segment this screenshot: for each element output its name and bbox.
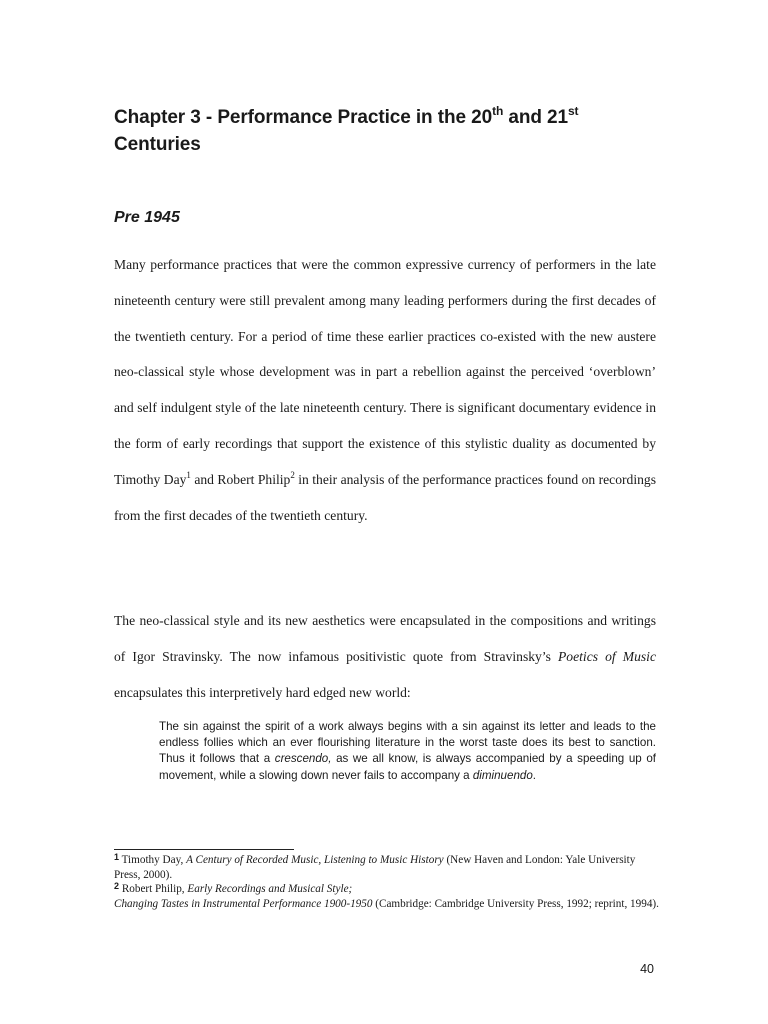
section-heading: Pre 1945: [114, 209, 180, 226]
body-paragraph-2: [114, 603, 656, 710]
footnote-ref-2[interactable]: 2: [290, 469, 295, 480]
quote-text-c: .: [532, 768, 537, 782]
quote-term-2: diminuendo: [472, 768, 533, 782]
footnote-1-author: Timothy Day,: [119, 854, 187, 866]
paragraph1-text-b: and Robert Philip: [190, 471, 291, 487]
footnote-separator: [114, 849, 294, 850]
paragraph2-text-b: encapsulates this interpretively hard edged new world:: [114, 684, 411, 700]
footnote-1-mark: 1: [114, 852, 120, 862]
paragraph1-text-c: in their analysis of the performance practices found on recordings from the first decades of the twentieth century.: [114, 471, 656, 523]
footnote-2-title2: Changing Tastes in Instrumental Performance 1900-1950: [114, 897, 373, 910]
footnote-ref-1[interactable]: 1: [186, 469, 191, 480]
chapter-title-sup1: th: [492, 104, 504, 118]
footnote-1: [114, 853, 659, 882]
footnote-2: [114, 882, 659, 911]
footnotes: [114, 853, 659, 911]
quote-term-1: crescendo,: [274, 752, 332, 766]
chapter-title-sup2: st: [567, 104, 579, 118]
chapter-title: [114, 104, 674, 158]
quote-text-a: The sin against the spirit of a work always begins with a sin against its letter and leads to the endless follies which an ever flourishing literature in the worst taste does its best to sanction. Thus it follows that a: [159, 720, 656, 766]
footnote-2-title: Early Recordings and Musical Style;: [187, 883, 353, 896]
chapter-title-part3: Centuries: [114, 134, 201, 155]
chapter-title-part1: Chapter 3 - Performance Practice in the 20: [114, 107, 493, 128]
paragraph2-text-a: The neo-classical style and its new aesthetics were encapsulated in the compositions and writings of Igor Stravinsky. The now infamous positivistic quote from Stravinsky’s: [114, 613, 656, 664]
book-title: Poetics of Music: [558, 648, 656, 664]
footnote-1-title: A Century of Recorded Music, Listening to Music History: [186, 854, 444, 866]
footnote-2-author: Robert Philip,: [119, 883, 188, 896]
footnote-1-rest: (New Haven and London: Yale University Press, 2000).: [114, 854, 636, 881]
quote-text-b: as we all know, is always accompanied by a speeding up of movement, while a slowing down never fails to accompany a: [159, 752, 656, 782]
page-number: 40: [640, 962, 654, 976]
body-paragraph-1: [114, 247, 656, 533]
footnote-2-mark: 2: [114, 881, 120, 892]
chapter-title-part2: and 21: [503, 107, 568, 128]
block-quote: [159, 719, 656, 784]
footnote-2-rest: (Cambridge: Cambridge University Press, 1992; reprint, 1994).: [372, 897, 659, 910]
paragraph1-text-a: Many performance practices that were the common expressive currency of performers in the late nineteenth century were still prevalent among many leading performers during the first decades of the twentieth century. For a period of time these earlier practices co-existed with the new austere neo-classical style whose development was in part a rebellion against the perceived ‘overblown’ and self indulgent style of the late nineteenth century. There is significant documentary evidence in the form of early recordings that support the existence of this stylistic duality as documented by Timothy Day: [114, 257, 656, 487]
